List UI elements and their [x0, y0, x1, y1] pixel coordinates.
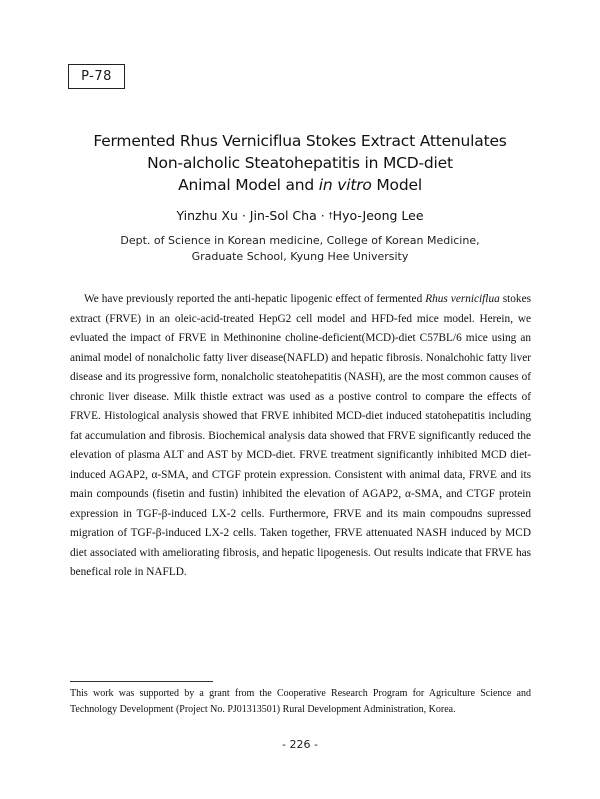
footnote-divider [70, 681, 213, 682]
abstract-part-1: We have previously reported the anti-hepatic lipogenic effect of fermented [84, 293, 426, 305]
abstract-species-name: Rhus verniciflua [425, 293, 500, 305]
poster-id-box [68, 64, 125, 89]
abstract-body [70, 290, 531, 583]
funding-footnote: This work was supported by a grant from the Cooperative Research Program for Agriculture Science and Technology Development (Project No. PJ01313501) Rural Development Administration, Korea. [70, 688, 531, 715]
title-line-1: Fermented Rhus Verniciflua Stokes Extract Attenulates [93, 132, 507, 150]
author-list [40, 208, 560, 223]
affiliation [40, 233, 560, 265]
affiliation-line-1: Dept. of Science in Korean medicine, College of Korean Medicine, [120, 234, 480, 247]
poster-id: P-78 [81, 69, 112, 84]
title-line-3 [40, 174, 560, 196]
corresponding-author: Hyo-Jeong Lee [332, 208, 424, 223]
page-number: - 226 - [282, 738, 318, 751]
title-line-3-pre: Animal Model and [178, 176, 319, 194]
title-italic-term: in vitro [318, 176, 372, 194]
paper-title [40, 130, 560, 196]
title-line-3-post: Model [371, 176, 422, 194]
title-line-2: Non-alcholic Steatohepatitis in MCD-diet [147, 154, 453, 172]
authors-main: Yinzhu Xu · Jin-Sol Cha · [176, 208, 329, 223]
affiliation-line-2: Graduate School, Kyung Hee University [191, 250, 409, 263]
abstract-part-2: stokes extract (FRVE) in an oleic-acid-treated HepG2 cell model and HFD-fed mice model. Herein, we evluated the impact of FRVE in Methinonine choline-deficient(MCD)-diet C57BL/6 mice using an animal model of nonalcholic fatty liver disease(NAFLD) and hepatic fibrosis. Nonalchohic fatty liver disease and its progressive form, nonalcholic steatohepatitis (NASH), are the most common causes of chronic liver disease. Milk thistle extract was used as a postive control to compare the effects of FRVE. Histological analysis showed that FRVE inhibited MCD-diet induced statohepatitis including fat accumulation and fibrosis. Biochemical analysis data showed that FRVE significantly reduced the elevation of plasma ALT and AST by MCD-diet. FRVE treatment significantly inhibited MCD diet-induced AGAP2, α-SMA, and CTGF protein expression. Consistent with animal data, FRVE and its main compounds (fisetin and fustin) inhibited the elevation of AGAP2, α-SMA, and CTGF protein expression in TGF-β-induced LX-2 cells. Furthermore, FRVE and its main compoudns supressed migration of TGF-β-induced LX-2 cells. Taken together, FRVE attenuated NASH induced by MCD diet associated with ameliorating fibrosis, and hepatic lipogenesis. Out results indicate that FRVE has benefical role in NAFLD. [70, 293, 531, 578]
corresponding-mark: † [328, 211, 333, 220]
